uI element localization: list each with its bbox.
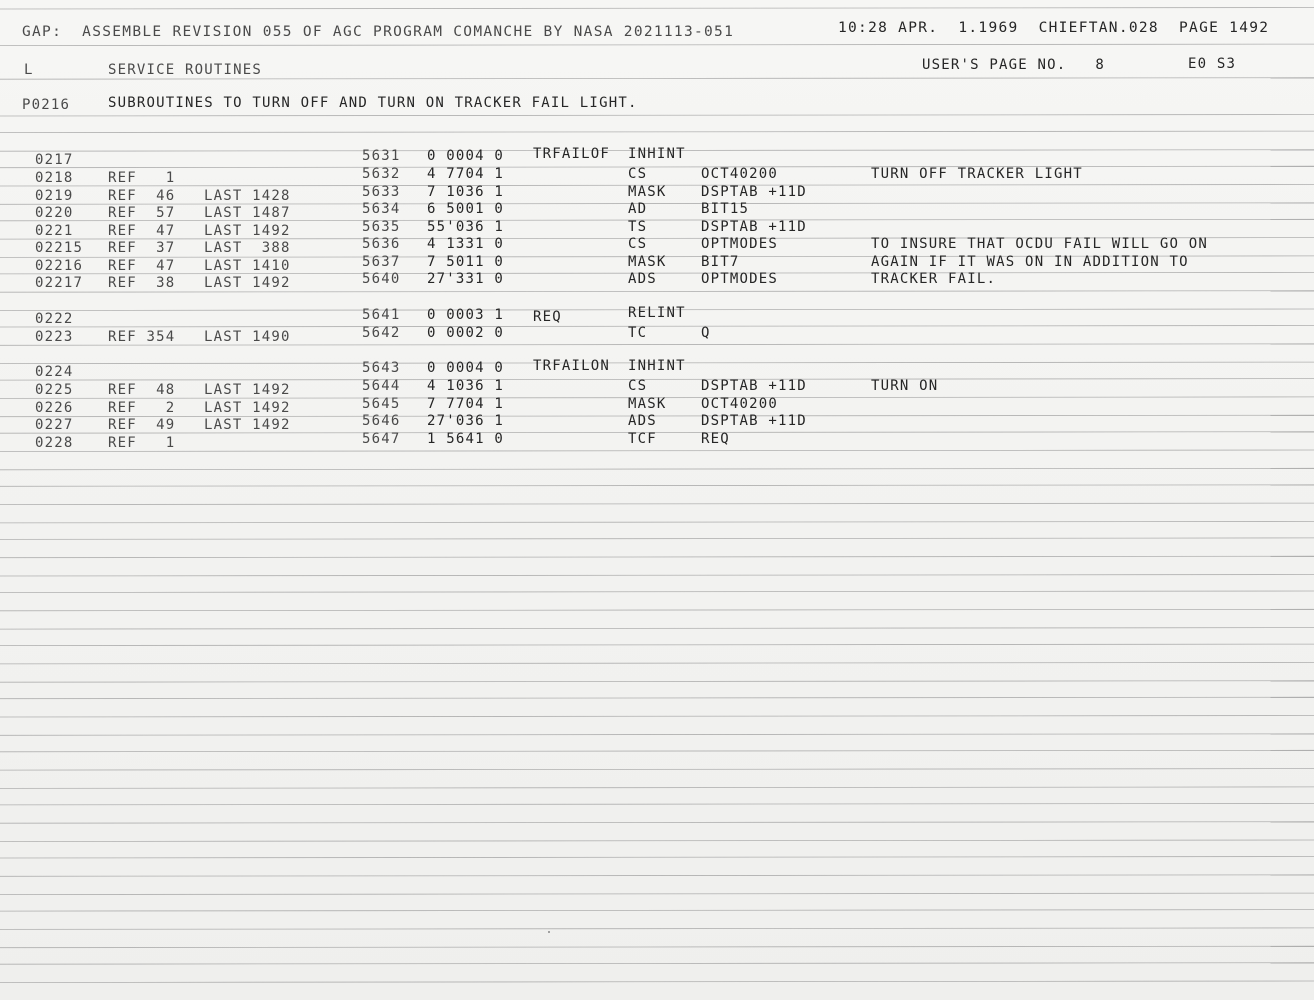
last-ref: LAST 388 bbox=[204, 240, 291, 256]
line-number: 0217 bbox=[35, 152, 74, 168]
comment: TO INSURE THAT OCDU FAIL WILL GO ON bbox=[871, 236, 1209, 252]
operand: DSPTAB +11D bbox=[701, 413, 807, 429]
ruled-line bbox=[0, 8, 1314, 10]
ruled-line bbox=[0, 556, 1314, 558]
opcode: CS bbox=[628, 236, 648, 252]
address: 5633 bbox=[362, 184, 401, 200]
header-timestamp: 10:28 APR. 1.1969 CHIEFTAN.028 PAGE 1492 bbox=[838, 20, 1270, 36]
label: REQ bbox=[533, 309, 562, 325]
ruled-line bbox=[0, 591, 1314, 593]
octal-word: 4 1036 1 bbox=[427, 378, 505, 394]
operand: OPTMODES bbox=[701, 271, 779, 287]
octal-word: 0 0004 0 bbox=[427, 148, 505, 164]
address: 5642 bbox=[362, 325, 401, 341]
ruled-line bbox=[0, 910, 1314, 912]
ruled-line bbox=[0, 963, 1314, 965]
opcode: INHINT bbox=[628, 146, 686, 162]
line-number: 0224 bbox=[35, 364, 74, 380]
ruled-line bbox=[0, 203, 1314, 205]
ruled-line bbox=[0, 575, 1314, 577]
operand: OCT40200 bbox=[701, 166, 779, 182]
last-ref: LAST 1492 bbox=[204, 400, 291, 416]
line-number: 02215 bbox=[35, 240, 84, 256]
operand: BIT7 bbox=[701, 254, 740, 270]
last-ref: LAST 1428 bbox=[204, 188, 291, 204]
ruled-line bbox=[0, 272, 1314, 274]
operand: DSPTAB +11D bbox=[701, 219, 807, 235]
octal-word: 6 5001 0 bbox=[427, 201, 505, 217]
comment: TURN OFF TRACKER LIGHT bbox=[871, 166, 1083, 182]
ruled-line bbox=[0, 822, 1314, 824]
ruled-line bbox=[0, 769, 1314, 771]
line-number: 0222 bbox=[35, 311, 74, 327]
opcode: RELINT bbox=[628, 305, 686, 321]
ref-count: REF 354 bbox=[108, 329, 176, 345]
opcode: CS bbox=[628, 166, 648, 182]
opcode: AD bbox=[628, 201, 648, 217]
last-ref: LAST 1490 bbox=[204, 329, 291, 345]
last-ref: LAST 1492 bbox=[204, 417, 291, 433]
ruled-line bbox=[0, 716, 1314, 718]
ruled-line bbox=[0, 44, 1314, 46]
ref-count: REF 1 bbox=[108, 435, 176, 451]
ruled-line bbox=[0, 840, 1314, 842]
ruled-line bbox=[0, 503, 1314, 505]
address: 5647 bbox=[362, 431, 401, 447]
ruled-line bbox=[0, 538, 1314, 540]
opcode: INHINT bbox=[628, 358, 686, 374]
ref-count: REF 47 bbox=[108, 258, 176, 274]
opcode: MASK bbox=[628, 184, 667, 200]
octal-word: 4 7704 1 bbox=[427, 166, 505, 182]
operand: REQ bbox=[701, 431, 730, 447]
octal-word: 55'036 1 bbox=[427, 219, 505, 235]
paper-speck bbox=[548, 931, 550, 933]
line-number: 0218 bbox=[35, 170, 74, 186]
ruled-line bbox=[0, 344, 1314, 346]
ruled-line bbox=[0, 893, 1314, 895]
octal-word: 0 0003 1 bbox=[427, 307, 505, 323]
address: 5635 bbox=[362, 219, 401, 235]
last-ref: LAST 1492 bbox=[204, 223, 291, 239]
ref-count: REF 2 bbox=[108, 400, 176, 416]
ruled-line bbox=[0, 115, 1314, 117]
ruled-line bbox=[0, 291, 1314, 293]
ruled-line bbox=[0, 166, 1314, 168]
page-code: E0 S3 bbox=[1188, 56, 1237, 72]
octal-word: 4 1331 0 bbox=[427, 236, 505, 252]
address: 5636 bbox=[362, 236, 401, 252]
address: 5646 bbox=[362, 413, 401, 429]
opcode: MASK bbox=[628, 254, 667, 270]
address: 5640 bbox=[362, 271, 401, 287]
last-ref: LAST 1487 bbox=[204, 205, 291, 221]
subheader-marker: L bbox=[24, 62, 34, 78]
ruled-line bbox=[0, 644, 1314, 646]
octal-word: 0 0002 0 bbox=[427, 325, 505, 341]
last-ref: LAST 1492 bbox=[204, 275, 291, 291]
address: 5644 bbox=[362, 378, 401, 394]
comment: TURN ON bbox=[871, 378, 939, 394]
line-number: 0220 bbox=[35, 205, 74, 221]
operand: DSPTAB +11D bbox=[701, 378, 807, 394]
octal-word: 0 0004 0 bbox=[427, 360, 505, 376]
address: 5632 bbox=[362, 166, 401, 182]
ruled-line bbox=[0, 750, 1314, 752]
ruled-line bbox=[0, 981, 1314, 983]
line-number: 02217 bbox=[35, 275, 84, 291]
address: 5637 bbox=[362, 254, 401, 270]
ruled-line bbox=[0, 326, 1314, 328]
line-number: 0221 bbox=[35, 223, 74, 239]
opcode: TCF bbox=[628, 431, 657, 447]
ruled-line bbox=[0, 219, 1314, 221]
ruled-line bbox=[0, 628, 1314, 630]
ref-count: REF 37 bbox=[108, 240, 176, 256]
address: 5631 bbox=[362, 148, 401, 164]
ref-count: REF 49 bbox=[108, 417, 176, 433]
opcode: TC bbox=[628, 325, 648, 341]
octal-word: 7 5011 0 bbox=[427, 254, 505, 270]
octal-word: 7 7704 1 bbox=[427, 396, 505, 412]
ruled-line bbox=[0, 131, 1314, 133]
opcode: ADS bbox=[628, 271, 657, 287]
octal-word: 27'036 1 bbox=[427, 413, 505, 429]
ref-count: REF 57 bbox=[108, 205, 176, 221]
label: TRFAILOF bbox=[533, 146, 611, 162]
ruled-line bbox=[0, 432, 1314, 434]
ruled-line bbox=[0, 662, 1314, 664]
ruled-line bbox=[0, 928, 1314, 930]
ruled-line bbox=[0, 681, 1314, 683]
ref-count: REF 46 bbox=[108, 188, 176, 204]
section-title: SERVICE ROUTINES bbox=[108, 62, 263, 78]
address: 5645 bbox=[362, 396, 401, 412]
opcode: CS bbox=[628, 378, 648, 394]
ruled-line bbox=[0, 521, 1314, 523]
ruled-line bbox=[0, 875, 1314, 877]
operand: DSPTAB +11D bbox=[701, 184, 807, 200]
address: 5641 bbox=[362, 307, 401, 323]
opcode: ADS bbox=[628, 413, 657, 429]
last-ref: LAST 1492 bbox=[204, 382, 291, 398]
octal-word: 7 1036 1 bbox=[427, 184, 505, 200]
octal-word: 1 5641 0 bbox=[427, 431, 505, 447]
ruled-line bbox=[0, 734, 1314, 736]
opcode: MASK bbox=[628, 396, 667, 412]
users-page-number: USER'S PAGE NO. 8 bbox=[922, 57, 1105, 73]
operand: OPTMODES bbox=[701, 236, 779, 252]
line-number: 0226 bbox=[35, 400, 74, 416]
ref-count: REF 47 bbox=[108, 223, 176, 239]
ruled-line bbox=[0, 379, 1314, 381]
comment: AGAIN IF IT WAS ON IN ADDITION TO bbox=[871, 254, 1189, 270]
ruled-line bbox=[0, 697, 1314, 699]
listing-title: SUBROUTINES TO TURN OFF AND TURN ON TRACKER FAIL LIGHT. bbox=[108, 95, 638, 111]
line-number: 0223 bbox=[35, 329, 74, 345]
comment: TRACKER FAIL. bbox=[871, 271, 997, 287]
ref-count: REF 1 bbox=[108, 170, 176, 186]
octal-word: 27'331 0 bbox=[427, 271, 505, 287]
line-number: 0228 bbox=[35, 435, 74, 451]
opcode: TS bbox=[628, 219, 648, 235]
ruled-line bbox=[0, 609, 1314, 611]
operand: OCT40200 bbox=[701, 396, 779, 412]
ref-count: REF 48 bbox=[108, 382, 176, 398]
ref-count: REF 38 bbox=[108, 275, 176, 291]
line-number: 0225 bbox=[35, 382, 74, 398]
last-ref: LAST 1410 bbox=[204, 258, 291, 274]
line-number: 0227 bbox=[35, 417, 74, 433]
ruled-line bbox=[0, 468, 1314, 470]
ruled-line bbox=[0, 946, 1314, 948]
ruled-line bbox=[0, 857, 1314, 859]
label: TRFAILON bbox=[533, 358, 611, 374]
ruled-line bbox=[0, 485, 1314, 487]
address: 5643 bbox=[362, 360, 401, 376]
ruled-line bbox=[0, 415, 1314, 417]
line-number: 0219 bbox=[35, 188, 74, 204]
ruled-line bbox=[0, 450, 1314, 452]
listing-id: P0216 bbox=[22, 97, 71, 113]
operand: Q bbox=[701, 325, 711, 341]
line-number: 02216 bbox=[35, 258, 84, 274]
operand: BIT15 bbox=[701, 201, 750, 217]
header-title: GAP: ASSEMBLE REVISION 055 OF AGC PROGRAM COMANCHE BY NASA 2021113-051 bbox=[22, 24, 735, 40]
address: 5634 bbox=[362, 201, 401, 217]
ruled-line bbox=[0, 787, 1314, 789]
ruled-line bbox=[0, 803, 1314, 805]
